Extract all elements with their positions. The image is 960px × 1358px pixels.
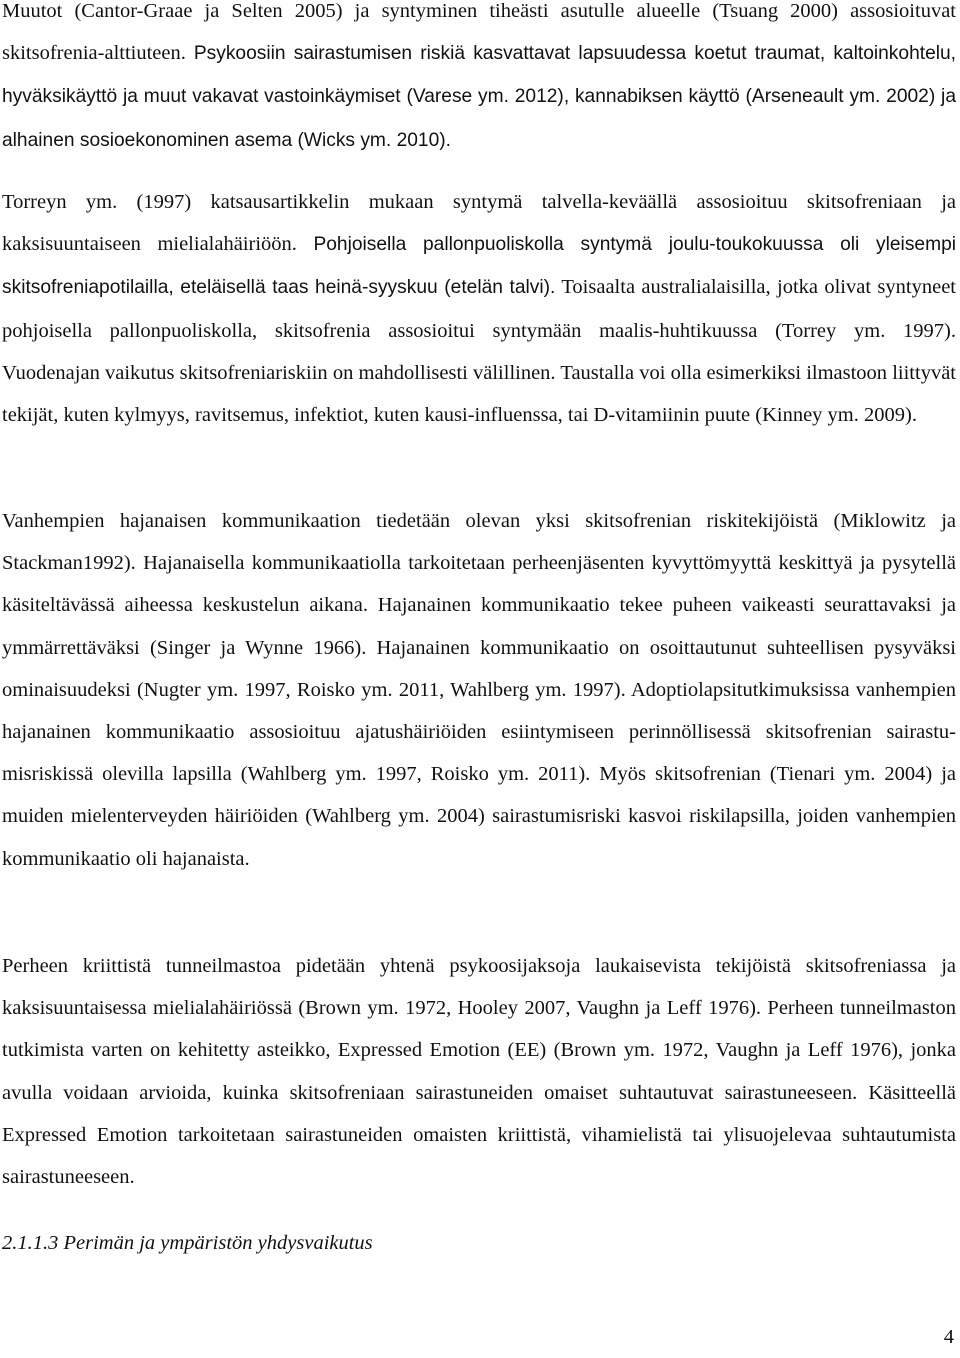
page-number: 4: [943, 1326, 954, 1348]
paragraph-text: Vanhempien hajanaisen kommunikaation tiedetään olevan yksi skitsofrenian riskitekijöistä (Miklowitz ja Stackman1992). Hajanaisella kommunikaatiolla tarkoitetaan perheenjäsenten kyvyttömyyttä keskittyä ja pysytellä käsiteltävässä aiheessa keskustelun aikana. Hajanainen kommunikaatio tekee puheen vaikeasti seurattavaksi ja ymmärrettäväksi (Singer ja Wynne 1966). Hajanainen kommunikaatio on osoittautunut suhteellisen pysyväksi ominaisuudeksi (Nugter ym. 1997, Roisko ym. 2011, Wahlberg ym. 1997). Adoptiolapsitutkimuksissa vanhempien hajanainen kommunikaatio assosioituu ajatushäiriöiden esiintymiseen perinnöllisessä skitsofrenian sairastumisriskissä olevilla lapsilla (Wahlberg ym. 1997, Roisko ym. 2011). Myös skitsofrenian (Tienari ym. 2004) ja muiden mielenterveyden häiriöiden (Wahlberg ym. 2004) sairastumisriski kasvoi riskilapsilla, joiden vanhempien kommunikaatio oli hajanaista.: [2, 510, 956, 870]
paragraph-text-sans: Psykoosiin sairastumisen riskiä kasvattavat lapsuudessa koetut traumat, kaltoinkohtelu, hyväksikäyttö ja muut vakavat vastoinkäymiset (Varese ym. 2012), kannabiksen käyttö (Arseneault ym. 2002) ja alhainen sosioekonominen asema (Wicks ym. 2010).: [2, 43, 957, 151]
paragraph-birth-season: [2, 181, 956, 436]
paragraph-text: Torreyn ym. (1997) katsausartikkelin mukaan syntymä talvella-keväällä assosioituu skitsofreniaan ja kaksisuuntaiseen mielialahäiriöön.: [2, 191, 956, 256]
paragraph-text: Toisaalta australialaisilla, jotka olivat syntyneet pohjoisella pallonpuoliskolla, skitsofrenia assosioitui syntymään maalis-huhtikuussa (Torrey ym. 1997). Vuodenajan vaikutus skitsofreniariskiin on mahdollisesti välillinen. Taustalla voi olla esimerkiksi ilmastoon liittyvät tekijät, kuten kylmyys, ravitsemus, infektiot, kuten kausi-influenssa, tai D-vitamiinin puute (Kinney ym. 2009).: [2, 276, 956, 427]
paragraph-expressed-emotion: [2, 945, 956, 1198]
paragraph-text: Perheen kriittistä tunneilmastoa pidetään yhtenä psykoosijaksoja laukaisevista tekijöistä skitsofreniassa ja kaksisuuntaisessa mielialahäiriössä (Brown ym. 1972, Hooley 2007, Vaughn ja Leff 1976). Perheen tunneilmaston tutkimista varten on kehitetty asteikko, Expressed Emotion (EE) (Brown ym. 1972, Vaughn ja Leff 1976), jonka avulla voidaan arvioida, kuinka skitsofreniaan sairastuneiden omaiset suhtautuvat sairastuneeseen. Käsitteellä Expressed Emotion tarkoitetaan sairastuneiden omaisten kriittistä, vihamielistä tai ylisuojelevaa suhtautumista sairastuneeseen.: [2, 955, 956, 1189]
paragraph-risk-factors: [2, 0, 956, 162]
paragraph-communication-deviance: [2, 500, 956, 880]
paragraph-text-sans: Pohjoisella pallonpuoliskolla syntymä joulu-toukokuussa oli yleisempi skitsofreniapotilailla, eteläisellä taas heinä-syyskuu (etelän talvi).: [2, 234, 957, 299]
paragraph-text: Muutot (Cantor-Graae ja Selten 2005) ja syntyminen tiheästi asutulle alueelle (Tsuang 2000) assosioituvat skitsofrenia-alttiuteen.: [2, 0, 956, 65]
section-heading: 2.1.1.3 Perimän ja ympäristön yhdysvaikutus: [2, 1232, 373, 1254]
